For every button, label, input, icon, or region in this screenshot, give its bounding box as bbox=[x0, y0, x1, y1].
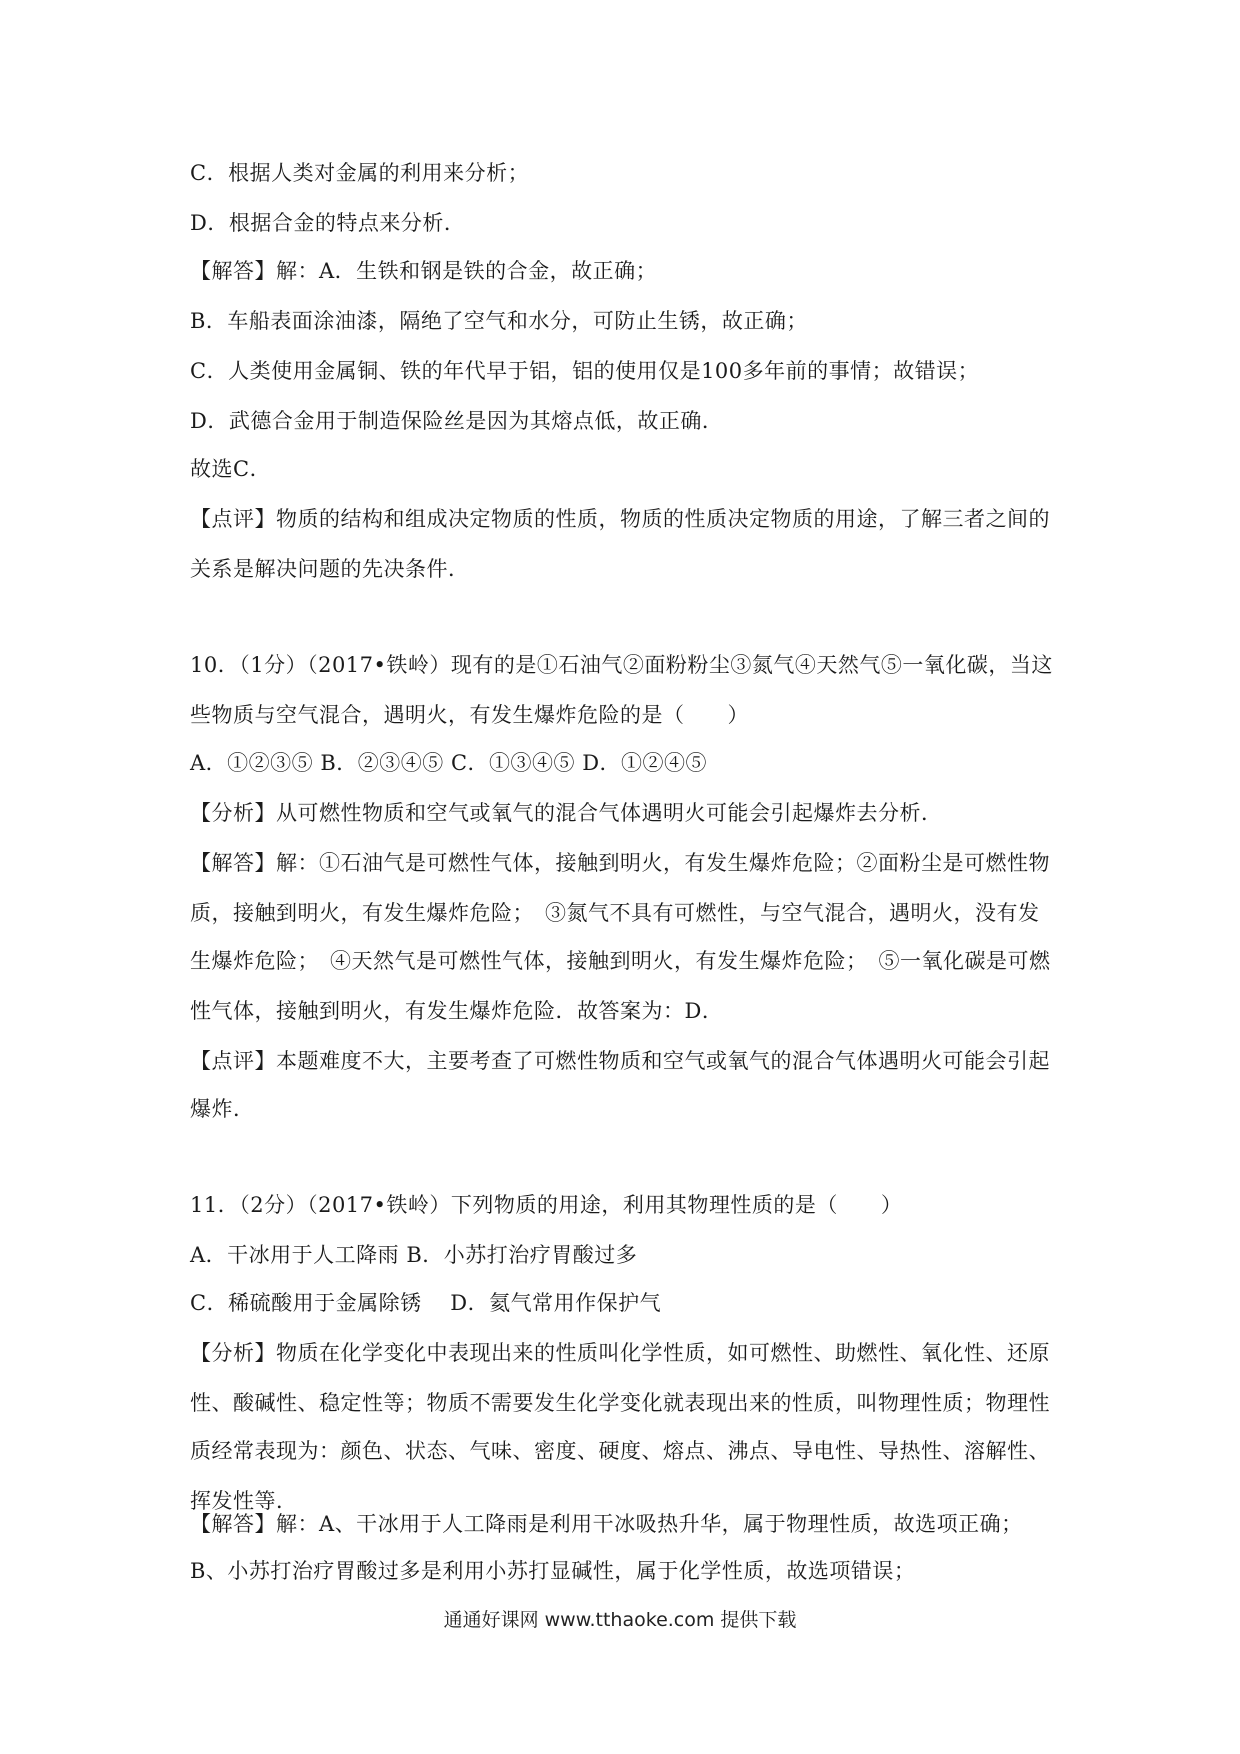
question-11-options: C．稀硫酸用于金属除锈 D．氦气常用作保护气 bbox=[190, 1291, 662, 1315]
text-line: 生爆炸危险； ④天然气是可燃性气体，接触到明火，有发生爆炸危险； ⑤一氧化碳是可燃 bbox=[190, 949, 1051, 973]
question-11-options: A．干冰用于人工降雨 B．小苏打治疗胃酸过多 bbox=[190, 1243, 638, 1267]
text-line: 【解答】解：A．生铁和钢是铁的合金，故正确； bbox=[190, 259, 658, 283]
text-line: 【分析】从可燃性物质和空气或氧气的混合气体遇明火可能会引起爆炸去分析． bbox=[190, 801, 943, 825]
text-line: 关系是解决问题的先决条件． bbox=[190, 557, 470, 581]
question-10-stem: 些物质与空气混合，遇明火，有发生爆炸危险的是（ ） bbox=[190, 703, 749, 727]
text-line: 【分析】物质在化学变化中表现出来的性质叫化学性质，如可燃性、助燃性、氧化性、还原 bbox=[190, 1341, 1050, 1365]
text-line: C．人类使用金属铜、铁的年代早于铝，铝的使用仅是100多年前的事情；故错误； bbox=[190, 359, 980, 383]
text-line: 性气体，接触到明火，有发生爆炸危险．故答案为：D． bbox=[190, 999, 724, 1023]
text-line: D．武德合金用于制造保险丝是因为其熔点低，故正确． bbox=[190, 409, 724, 433]
text-line: B、小苏打治疗胃酸过多是利用小苏打显碱性，属于化学性质，故选项错误； bbox=[190, 1559, 916, 1583]
text-line: 质经常表现为：颜色、状态、气味、密度、硬度、熔点、沸点、导电性、导热性、溶解性、 bbox=[190, 1439, 1050, 1463]
text-line: 【点评】物质的结构和组成决定物质的性质，物质的性质决定物质的用途，了解三者之间的 bbox=[190, 507, 1050, 531]
text-line: B．车船表面涂油漆，隔绝了空气和水分，可防止生锈，故正确； bbox=[190, 309, 808, 333]
question-11-stem: 11．（2分）（2017•铁岭）下列物质的用途，利用其物理性质的是（ ） bbox=[190, 1193, 903, 1217]
question-10-stem: 10．（1分）（2017•铁岭）现有的是①石油气②面粉粉尘③氮气④天然气⑤一氧化碳，当这 bbox=[190, 653, 1053, 677]
page-footer: 通通好课网 www.tthaoke.com 提供下载 bbox=[443, 1609, 797, 1631]
text-line: 【解答】解：①石油气是可燃性气体，接触到明火，有发生爆炸危险；②面粉尘是可燃性物 bbox=[190, 851, 1050, 875]
text-line: 性、酸碱性、稳定性等；物质不需要发生化学变化就表现出来的性质，叫物理性质；物理性 bbox=[190, 1391, 1050, 1415]
text-line: 爆炸． bbox=[190, 1097, 255, 1121]
text-line: 故选C． bbox=[190, 457, 272, 481]
text-line: D．根据合金的特点来分析． bbox=[190, 211, 466, 235]
text-line: 挥发性等． bbox=[190, 1489, 298, 1513]
text-line: 质，接触到明火，有发生爆炸危险； ③氮气不具有可燃性，与空气混合，遇明火，没有发 bbox=[190, 901, 1040, 925]
text-line: C．根据人类对金属的利用来分析； bbox=[190, 161, 530, 185]
question-10-options: A．①②③⑤ B．②③④⑤ C．①③④⑤ D．①②④⑤ bbox=[190, 751, 708, 775]
text-line: 【解答】解：A、干冰用于人工降雨是利用干冰吸热升华，属于物理性质，故选项正确； bbox=[190, 1512, 1023, 1536]
text-line: 【点评】本题难度不大，主要考查了可燃性物质和空气或氧气的混合气体遇明火可能会引起 bbox=[190, 1049, 1050, 1073]
